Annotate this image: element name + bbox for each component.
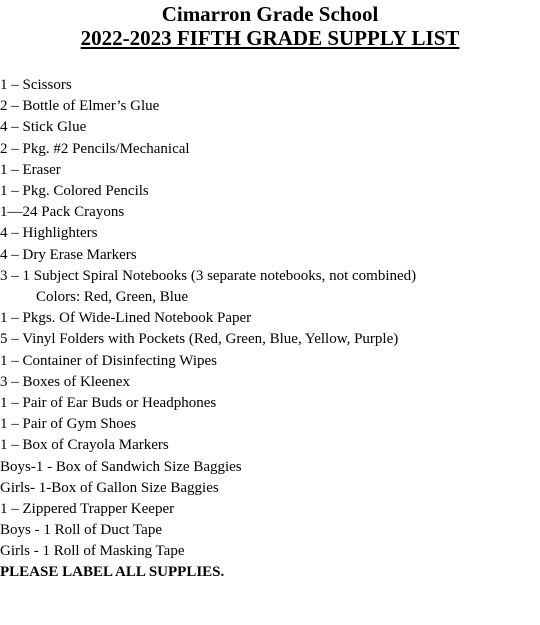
list-item: 2 – Pkg. #2 Pencils/Mechanical [0, 140, 190, 157]
list-item: 2 – Bottle of Elmer’s Glue [0, 98, 160, 115]
page-title: 2022-2023 FIFTH GRADE SUPPLY LIST [80, 26, 460, 50]
list-item: 1 – Pair of Ear Buds or Headphones [0, 395, 217, 412]
list-item: 1 – Pkg. Colored Pencils [0, 183, 149, 200]
list-item: 1 – Container of Disinfecting Wipes [0, 352, 217, 369]
supply-list [0, 75, 416, 563]
list-item: 1 – Box of Crayola Markers [0, 437, 169, 454]
list-item: Boys - 1 Roll of Duct Tape [0, 522, 162, 539]
document-header [0, 0, 540, 51]
list-item: Boys-1 - Box of Sandwich Size Baggies [0, 458, 242, 475]
list-item: 4 – Highlighters [0, 225, 98, 242]
list-item: 1 – Eraser [0, 161, 61, 178]
list-item: 4 – Dry Erase Markers [0, 246, 137, 263]
list-item: 1 – Pkgs. Of Wide-Lined Notebook Paper [0, 310, 252, 327]
list-item-subnote: Colors: Red, Green, Blue [36, 289, 189, 306]
list-item: 4 – Stick Glue [0, 119, 87, 136]
list-item: 3 – 1 Subject Spiral Notebooks (3 separate notebooks, not combined) [0, 267, 417, 284]
list-item: 1 – Zippered Trapper Keeper [0, 501, 175, 518]
list-item: 3 – Boxes of Kleenex [0, 373, 130, 390]
list-item: Girls - 1 Roll of Masking Tape [0, 543, 185, 560]
list-item: 5 – Vinyl Folders with Pockets (Red, Green, Blue, Yellow, Purple) [0, 331, 399, 348]
list-item: Girls- 1-Box of Gallon Size Baggies [0, 479, 219, 496]
list-item: 1 – Scissors [0, 77, 72, 93]
school-name: Cimarron Grade School [161, 2, 379, 26]
list-item: 1—24 Pack Crayons [0, 204, 125, 221]
list-item: 1 – Pair of Gym Shoes [0, 416, 137, 433]
label-reminder: PLEASE LABEL ALL SUPPLIES. [0, 564, 225, 580]
